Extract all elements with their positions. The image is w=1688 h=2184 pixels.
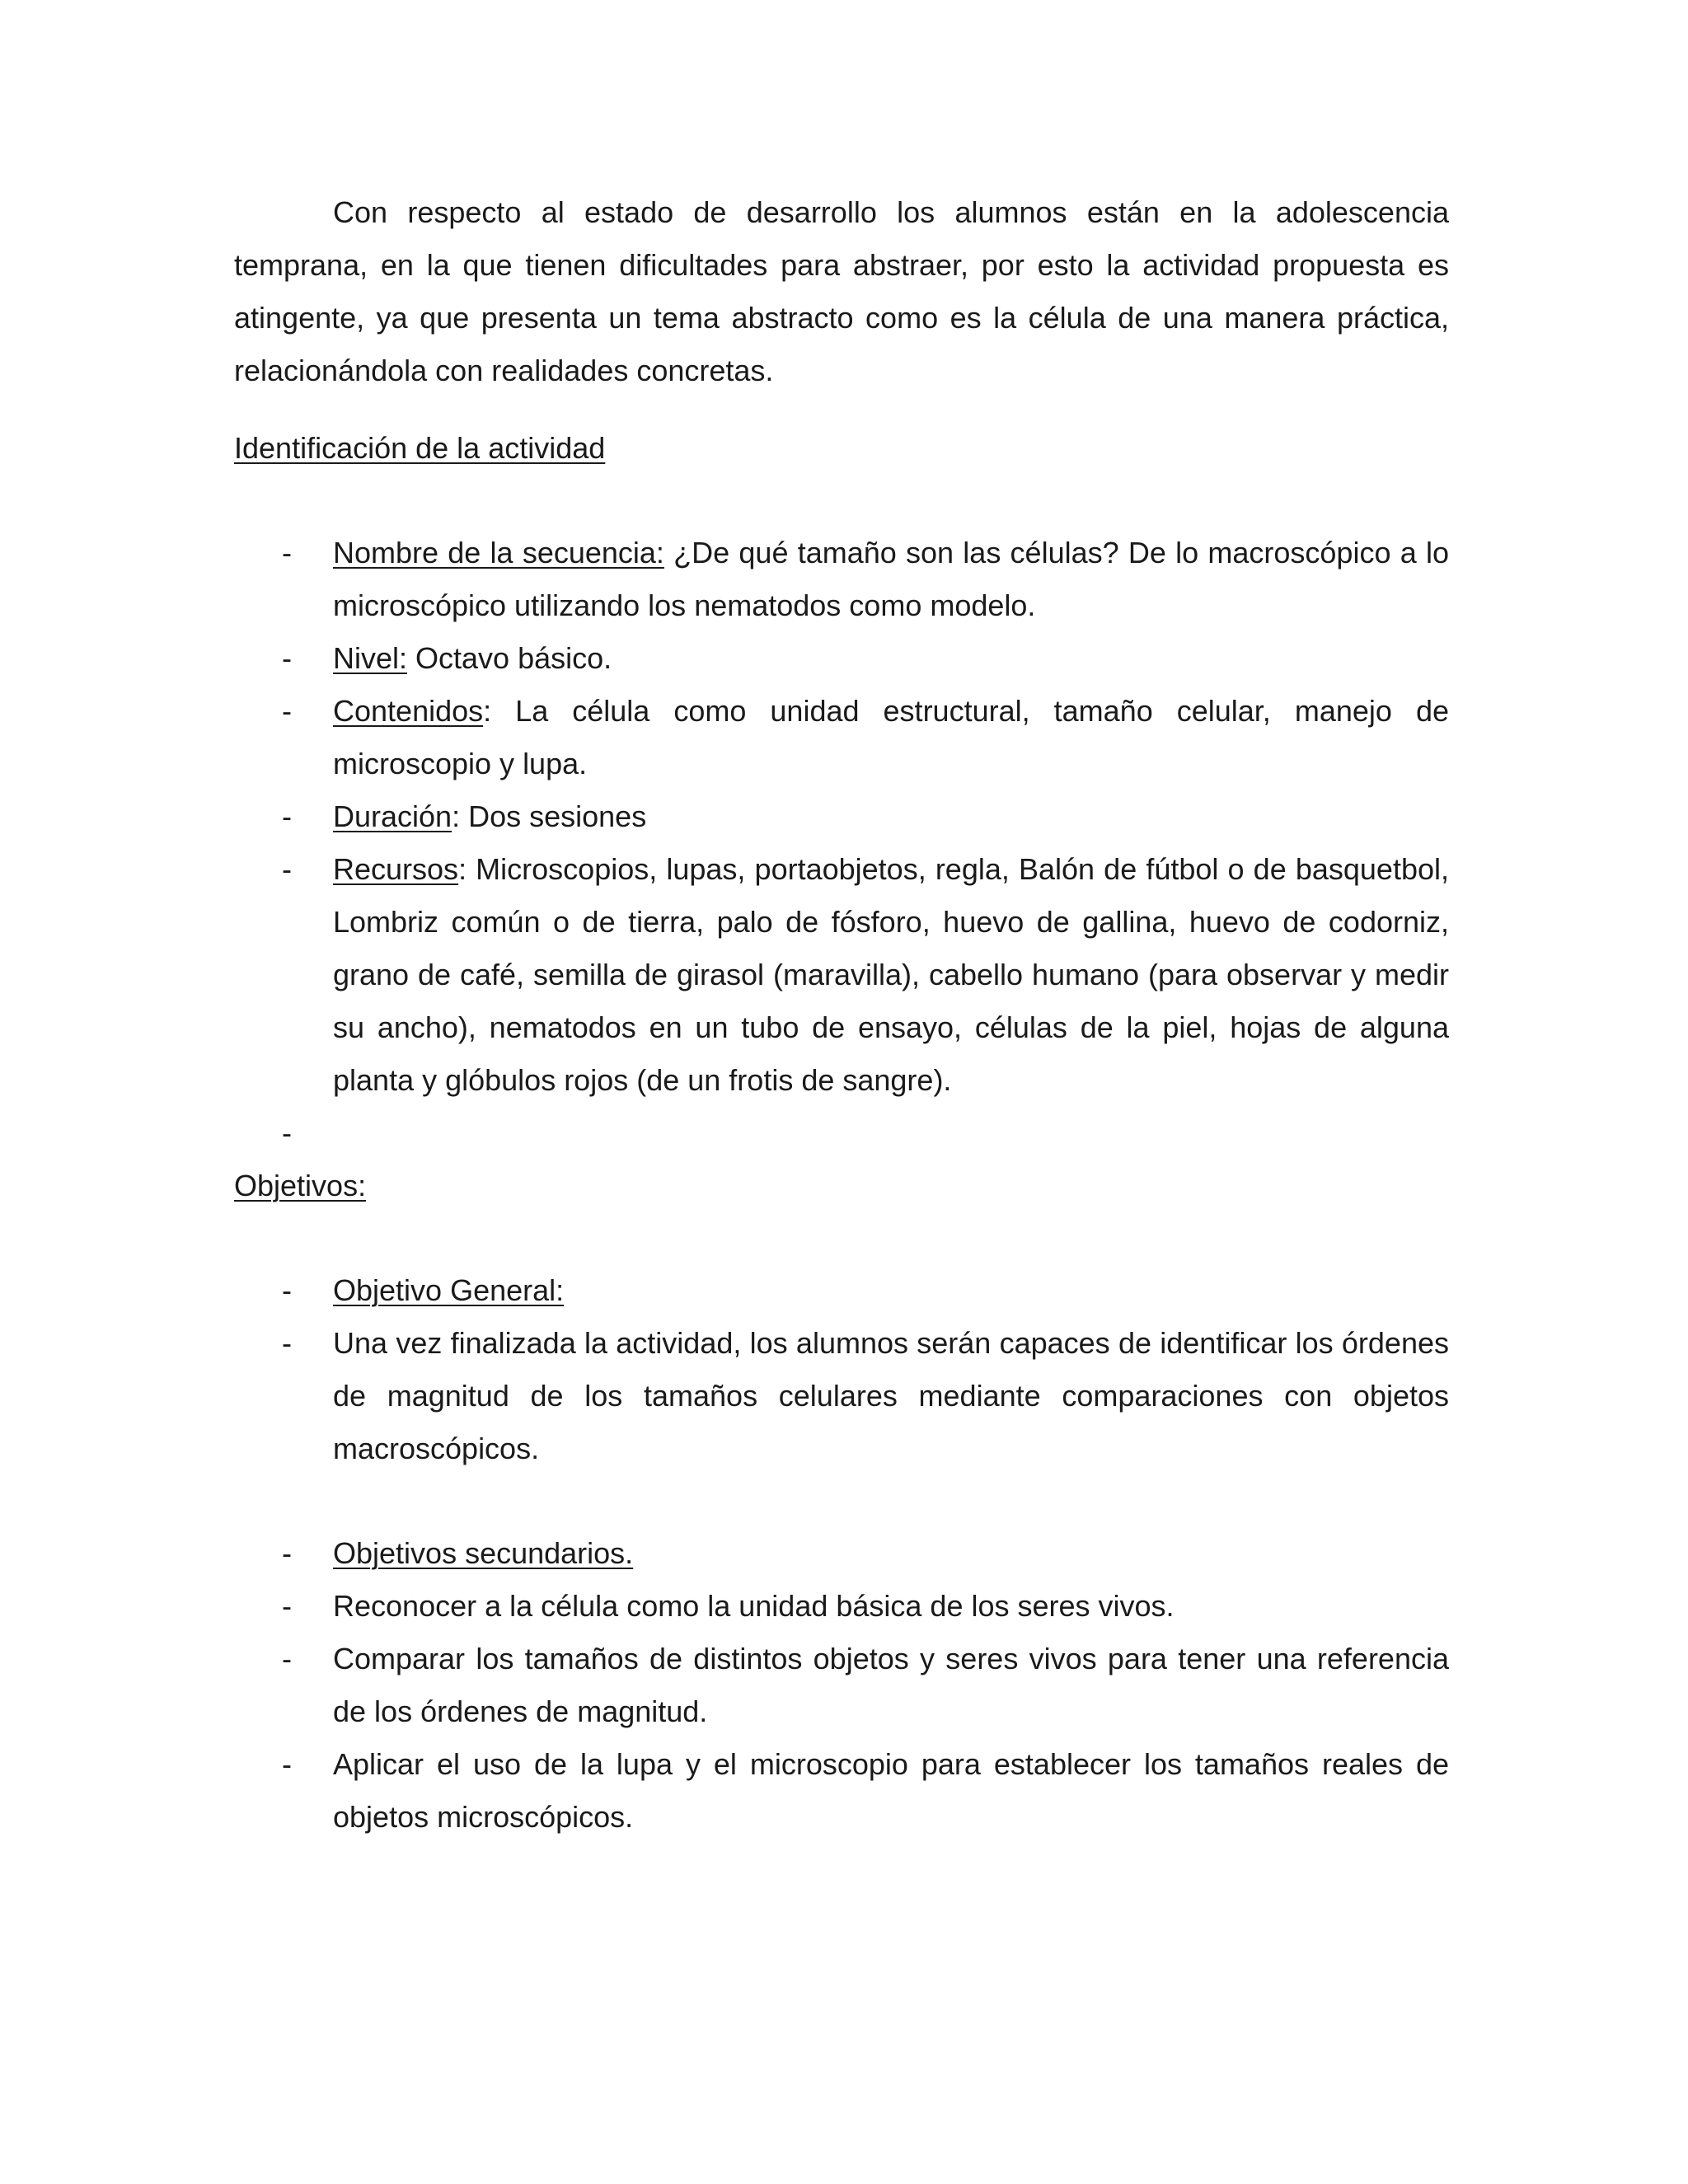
list-item	[234, 1527, 1449, 1580]
list-item	[234, 1633, 1449, 1738]
objetivo-general-label: Objetivo General:	[333, 1273, 565, 1307]
item-text: Octavo básico.	[407, 641, 612, 675]
item-text: ¿De qué tamaño son las células? De lo macroscópico a lo microscópico utilizando los nematodos como modelo.	[333, 536, 1449, 622]
section-heading-identificacion: Identificación de la actividad	[234, 431, 606, 465]
list-item	[234, 843, 1449, 1107]
list-item-empty	[234, 1107, 1449, 1160]
objetivo-general-list	[234, 1264, 1449, 1475]
section-heading-objetivos: Objetivos:	[234, 1169, 367, 1202]
identificacion-list	[234, 527, 1449, 1160]
item-label: Duración	[333, 799, 452, 833]
list-dash: -	[282, 799, 292, 833]
objetivo-general-text: Una vez finalizada la actividad, los alumnos serán capaces de identificar los órdenes de magnitud de los tamaños celulares mediante comparaciones con objetos macroscópicos.	[333, 1326, 1449, 1465]
list-dash: -	[282, 536, 292, 569]
list-dash: -	[282, 852, 292, 886]
list-item	[234, 1580, 1449, 1633]
list-item	[234, 632, 1449, 685]
list-dash: -	[282, 1326, 292, 1360]
list-dash: -	[282, 1273, 292, 1307]
blank-line	[234, 1475, 1449, 1527]
list-dash: -	[282, 641, 292, 675]
list-dash: -	[282, 1642, 292, 1675]
item-text: : Microscopios, lupas, portaobjetos, regla, Balón de fútbol o de basquetbol, Lombriz común o de tierra, palo de fósforo, huevo de gallina, huevo de codorniz, grano de café, semilla de girasol (maravilla), cabello humano (para observar y medir su ancho), nematodos en un tubo de ensayo, células de la piel, hojas de alguna planta y glóbulos rojos (de un frotis de sangre).	[333, 852, 1449, 1097]
item-label: Nivel:	[333, 641, 408, 675]
item-label: Recursos	[333, 852, 459, 886]
page-content	[234, 186, 1449, 1844]
list-item	[234, 790, 1449, 843]
list-item	[234, 1738, 1449, 1844]
item-text: : La célula como unidad estructural, tamaño celular, manejo de microscopio y lupa.	[333, 694, 1449, 780]
objetivo-secundario-text: Aplicar el uso de la lupa y el microscopio para establecer los tamaños reales de objetos microscópicos.	[333, 1747, 1449, 1834]
list-item	[234, 527, 1449, 632]
list-item	[234, 1317, 1449, 1475]
list-item	[234, 685, 1449, 790]
list-dash: -	[282, 1116, 292, 1150]
item-text: : Dos sesiones	[452, 799, 647, 833]
item-label: Nombre de la secuencia:	[333, 536, 664, 569]
objetivo-secundario-text: Comparar los tamaños de distintos objetos y seres vivos para tener una referencia de los órdenes de magnitud.	[333, 1642, 1449, 1728]
list-dash: -	[282, 694, 292, 728]
objetivos-secundarios-list	[234, 1527, 1449, 1844]
objetivos-secundarios-label: Objetivos secundarios.	[333, 1536, 634, 1570]
list-dash: -	[282, 1536, 292, 1570]
objetivo-secundario-text: Reconocer a la célula como la unidad básica de los seres vivos.	[333, 1589, 1175, 1623]
list-dash: -	[282, 1589, 292, 1623]
item-label: Contenidos	[333, 694, 484, 728]
list-item	[234, 1264, 1449, 1317]
list-dash: -	[282, 1747, 292, 1781]
intro-paragraph: Con respecto al estado de desarrollo los alumnos están en la adolescencia temprana, en la que tienen dificultades para abstraer, por esto la actividad propuesta es atingente, ya que presenta un tema abstracto como es la célula de una manera práctica, relacionándola con realidades concretas.	[234, 195, 1449, 387]
